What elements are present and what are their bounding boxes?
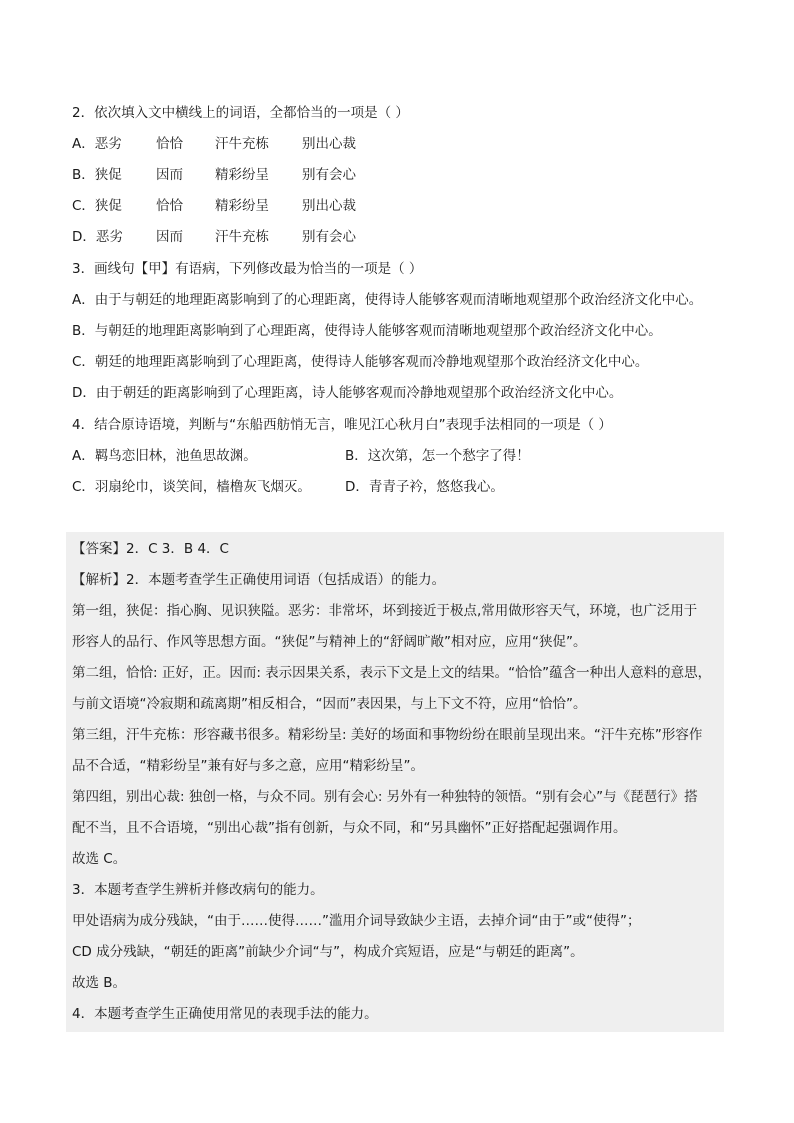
option-word-1: 恰恰 [156, 136, 183, 152]
analysis-line: 4．本题考查学生正确使用常见的表现手法的能力。 [72, 1006, 378, 1022]
analysis-line: 与前文语境“冷寂期和疏离期”相反相合，“因而”表因果，与上下文不符，应用“恰恰”。 [72, 696, 587, 712]
q4-stem: 4．结合原诗语境，判断与“东船西舫悄无言，唯见江心秋月白”表现手法相同的一项是（ ） [72, 417, 612, 433]
option-word-1: 因而 [156, 229, 183, 245]
option-word-1: 恰恰 [156, 198, 183, 214]
analysis-line: 第三组，汗牛充栋：形容藏书很多。精彩纷呈: 美好的场面和事物纷纷在眼前呈现出来。“汗牛充栋”形容作 [72, 727, 703, 743]
analysis-line: 3．本题考查学生辨析并修改病句的能力。 [72, 882, 324, 898]
analysis-line: 品不合适，“精彩纷呈”兼有好与多之意，应用“精彩纷呈”。 [72, 758, 424, 774]
q3-option-d: D．由于朝廷的距离影响到了心理距离，诗人能够客观而冷静地观望那个政治经济文化中心。 [72, 385, 623, 401]
option-label: A．恶劣 [72, 136, 122, 152]
analysis-line: CD 成分残缺，“朝廷的距离”前缺少介词“与”，构成介宾短语，应是“与朝廷的距离”。 [72, 944, 584, 960]
q3-option-c: C．朝廷的地理距离影响到了心理距离，使得诗人能够客观而冷静地观望那个政治经济文化中心。 [72, 354, 649, 370]
analysis-line: 第四组，别出心裁: 独创一格，与众不同。别有会心: 另外有一种独特的领悟。“别有会心”与《琵琶行》搭 [72, 789, 698, 805]
analysis-line: 第二组，恰恰: 正好，正。因而: 表示因果关系，表示下文是上文的结果。“恰恰”蕴含一种出人意料的意思， [72, 665, 712, 681]
analysis-line: 故选 C。 [72, 851, 127, 867]
analysis-line: 第一组，狭促：指心胸、见识狭隘。恶劣：非常坏，坏到接近于极点,常用做形容天气，环境，也广泛用于 [72, 603, 698, 619]
option-word-3: 别出心裁 [302, 136, 356, 152]
analysis-line: 形容人的品行、作风等思想方面。“狭促”与精神上的“舒阔旷敞”相对应，应用“狭促”。 [72, 634, 587, 650]
option-word-2: 汗牛充栋 [215, 136, 269, 152]
option-word-2: 精彩纷呈 [215, 198, 269, 214]
option-word-3: 别有会心 [302, 167, 356, 183]
answer-line: 【答案】2．C 3．B 4．C [72, 541, 229, 557]
option-word-3: 别出心裁 [302, 198, 356, 214]
option-word-3: 别有会心 [302, 229, 356, 245]
q4-option-c: C．羽扇纶巾，谈笑间，樯橹灰飞烟灭。 [72, 479, 311, 495]
option-label: D．恶劣 [72, 229, 123, 245]
q3-option-b: B．与朝廷的地理距离影响到了心理距离，使得诗人能够客观而清晰地观望那个政治经济文化中心。 [72, 323, 662, 339]
q4-option-b: B．这次第，怎一个愁字了得！ [345, 448, 530, 464]
analysis-line: 故选 B。 [72, 975, 127, 991]
q4-option-a: A．羁鸟恋旧林，池鱼思故渊。 [72, 448, 257, 464]
q3-option-a: A．由于与朝廷的地理距离影响到了的心理距离，使得诗人能够客观而清晰地观望那个政治经济文化中心。 [72, 292, 703, 308]
option-word-2: 精彩纷呈 [215, 167, 269, 183]
option-word-2: 汗牛充栋 [215, 229, 269, 245]
analysis-line: 【解析】2．本题考查学生正确使用词语（包括成语）的能力。 [72, 572, 446, 588]
q3-stem: 3．画线句【甲】有语病，下列修改最为恰当的一项是（ ） [72, 261, 423, 277]
q4-option-d: D．青青子衿，悠悠我心。 [345, 479, 504, 495]
q2-stem: 2．依次填入文中横线上的词语，全都恰当的一项是（ ） [72, 105, 409, 121]
option-label: B．狭促 [72, 167, 122, 183]
analysis-line: 甲处语病为成分残缺，“由于……使得……”滥用介词导致缺少主语，去掉介词“由于”或“使得”； [72, 913, 641, 929]
option-label: C．狭促 [72, 198, 122, 214]
option-word-1: 因而 [156, 167, 183, 183]
analysis-line: 配不当，且不合语境，“别出心裁”指有创新，与众不同，和“另具幽怀”正好搭配起强调作用。 [72, 820, 627, 836]
